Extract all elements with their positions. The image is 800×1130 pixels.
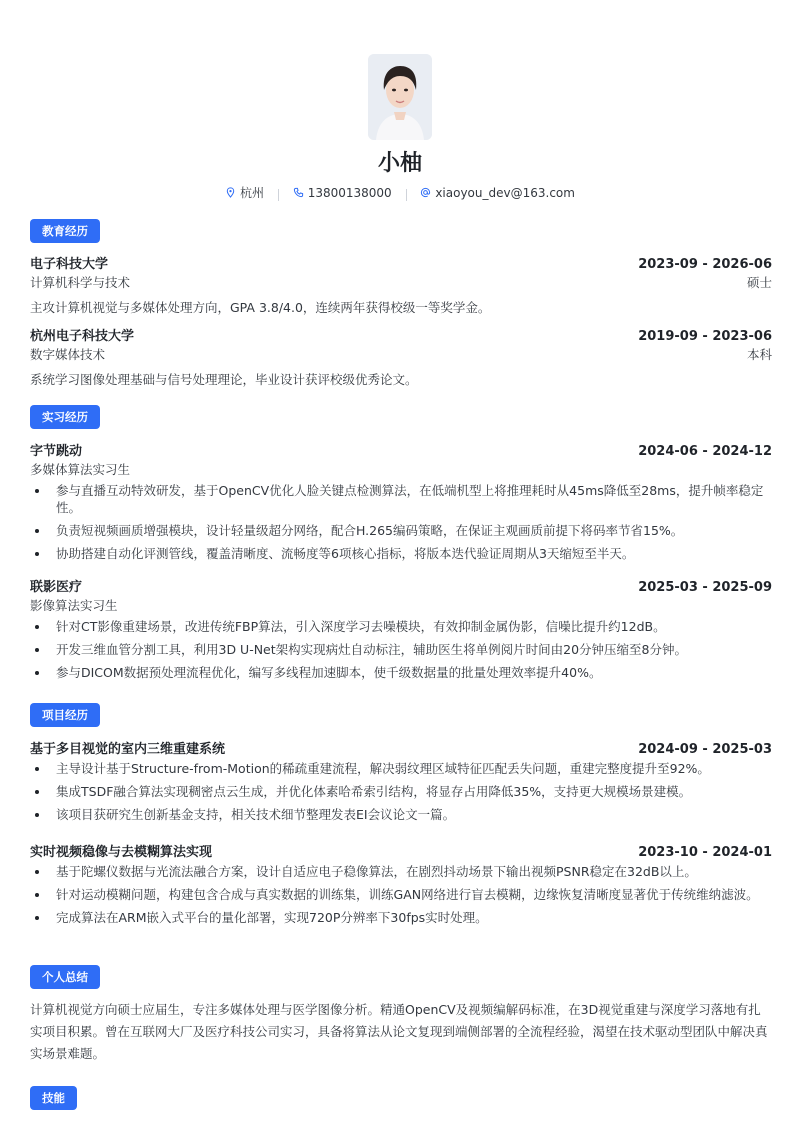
education-desc: 系统学习图像处理基础与信号处理理论，毕业设计获评校级优秀论文。 xyxy=(30,372,418,387)
list-item: 开发三维血管分割工具，利用3D U-Net架构实现病灶自动标注，辅助医生将单例阅片时间由20分钟压缩至8分钟。 xyxy=(30,641,772,658)
project-entry xyxy=(30,738,772,829)
internship-entry xyxy=(30,440,772,568)
degree: 本科 xyxy=(746,347,772,362)
education-section xyxy=(30,219,772,243)
summary-section xyxy=(30,965,772,989)
list-item: 基于陀螺仪数据与光流法融合方案，设计自适应电子稳像算法，在剧烈抖动场景下输出视频PSNR稳定在32dB以上。 xyxy=(30,863,772,880)
bullet-list xyxy=(30,618,772,681)
project-date: 2023-10 - 2024-01 xyxy=(638,845,772,860)
school-name: 杭州电子科技大学 xyxy=(30,329,135,344)
section-tag-internship: 实习经历 xyxy=(30,405,100,429)
profile-photo-illustration xyxy=(368,54,432,140)
list-item: 针对运动模糊问题，构建包含合成与真实数据的训练集，训练GAN网络进行盲去模糊，边缘恢复清晰度显著优于传统维纳滤波。 xyxy=(30,886,772,903)
contact-divider xyxy=(278,189,279,201)
degree: 硕士 xyxy=(746,275,772,290)
company-name: 字节跳动 xyxy=(30,444,83,459)
section-tag-projects: 项目经历 xyxy=(30,703,100,727)
list-item: 参与DICOM数据预处理流程优化，编写多线程加速脚本，使千级数据量的批量处理效率提升40%。 xyxy=(30,664,772,681)
education-date: 2019-09 - 2023-06 xyxy=(638,329,772,344)
project-name: 基于多目视觉的室内三维重建系统 xyxy=(30,742,226,757)
section-tag-education: 教育经历 xyxy=(30,219,100,243)
list-item: 集成TSDF融合算法实现稠密点云生成，并优化体素哈希索引结构，将显存占用降低35%，支持更大规模场景建模。 xyxy=(30,783,772,800)
profile-photo xyxy=(368,54,432,140)
project-entry xyxy=(30,841,772,932)
summary-body xyxy=(30,999,772,1065)
education-date: 2023-09 - 2026-06 xyxy=(638,257,772,272)
education-entry xyxy=(30,325,772,389)
list-item: 负责短视频画质增强模块，设计轻量级超分网络，配合H.265编码策略，在保证主观画质前提下将码率节省15%。 xyxy=(30,522,772,539)
bullet-list xyxy=(30,482,772,562)
major-name: 数字媒体技术 xyxy=(30,347,106,362)
list-item: 针对CT影像重建场景，改进传统FBP算法，引入深度学习去噪模块，有效抑制金属伪影，信噪比提升约12dB。 xyxy=(30,618,772,635)
internship-date: 2025-03 - 2025-09 xyxy=(638,580,772,595)
bullet-list xyxy=(30,863,772,926)
company-name: 联影医疗 xyxy=(30,580,83,595)
list-item: 协助搭建自动化评测管线，覆盖清晰度、流畅度等6项核心指标，将版本迭代验证周期从3天缩短至半天。 xyxy=(30,545,772,562)
contact-city xyxy=(225,184,264,201)
school-name: 电子科技大学 xyxy=(30,257,109,272)
summary-text: 计算机视觉方向硕士应届生，专注多媒体处理与医学图像分析。精通OpenCV及视频编解码标准，在3D视觉重建与深度学习落地有扎实项目积累。曾在互联网大厂及医疗科技公司实习，具备将算法从论文复现到端侧部署的全流程经验，渴望在技术驱动型团队中解决真实场景难题。 xyxy=(30,1002,768,1061)
contact-divider xyxy=(406,189,407,201)
section-tag-summary: 个人总结 xyxy=(30,965,100,989)
contact-email[interactable] xyxy=(420,186,575,200)
bullet-list xyxy=(30,760,772,823)
education-entry xyxy=(30,253,772,317)
internship-date: 2024-06 - 2024-12 xyxy=(638,444,772,459)
phone-icon xyxy=(293,187,304,198)
projects-section xyxy=(30,703,772,727)
contact-bar xyxy=(0,184,800,201)
city-text: 杭州 xyxy=(240,186,265,200)
list-item: 参与直播互动特效研发，基于OpenCV优化人脸关键点检测算法，在低端机型上将推理耗时从45ms降低至28ms，提升帧率稳定性。 xyxy=(30,482,772,516)
internship-entry xyxy=(30,576,772,687)
education-desc: 主攻计算机视觉与多媒体处理方向，GPA 3.8/4.0，连续两年获得校级一等奖学金。 xyxy=(30,300,491,315)
section-tag-skills: 技能 xyxy=(30,1086,77,1110)
candidate-name: 小柚 xyxy=(377,151,422,176)
major-name: 计算机科学与技术 xyxy=(30,275,131,290)
contact-phone xyxy=(293,186,392,200)
phone-text: 13800138000 xyxy=(307,185,392,200)
list-item: 该项目获研究生创新基金支持，相关技术细节整理发表EI会议论文一篇。 xyxy=(30,806,772,823)
location-pin-icon xyxy=(225,187,236,198)
list-item: 完成算法在ARM嵌入式平台的量化部署，实现720P分辨率下30fps实时处理。 xyxy=(30,909,772,926)
role-name: 影像算法实习生 xyxy=(30,598,118,613)
internship-section xyxy=(30,405,772,429)
list-item: 主导设计基于Structure-from-Motion的稀疏重建流程，解决弱纹理区域特征匹配丢失问题，重建完整度提升至92%。 xyxy=(30,760,772,777)
project-name: 实时视频稳像与去模糊算法实现 xyxy=(30,845,213,860)
at-sign-icon xyxy=(420,187,431,198)
project-date: 2024-09 - 2025-03 xyxy=(638,742,772,757)
skills-section xyxy=(30,1086,772,1110)
email-text[interactable]: xiaoyou_dev@163.com xyxy=(435,185,575,200)
role-name: 多媒体算法实习生 xyxy=(30,462,131,477)
